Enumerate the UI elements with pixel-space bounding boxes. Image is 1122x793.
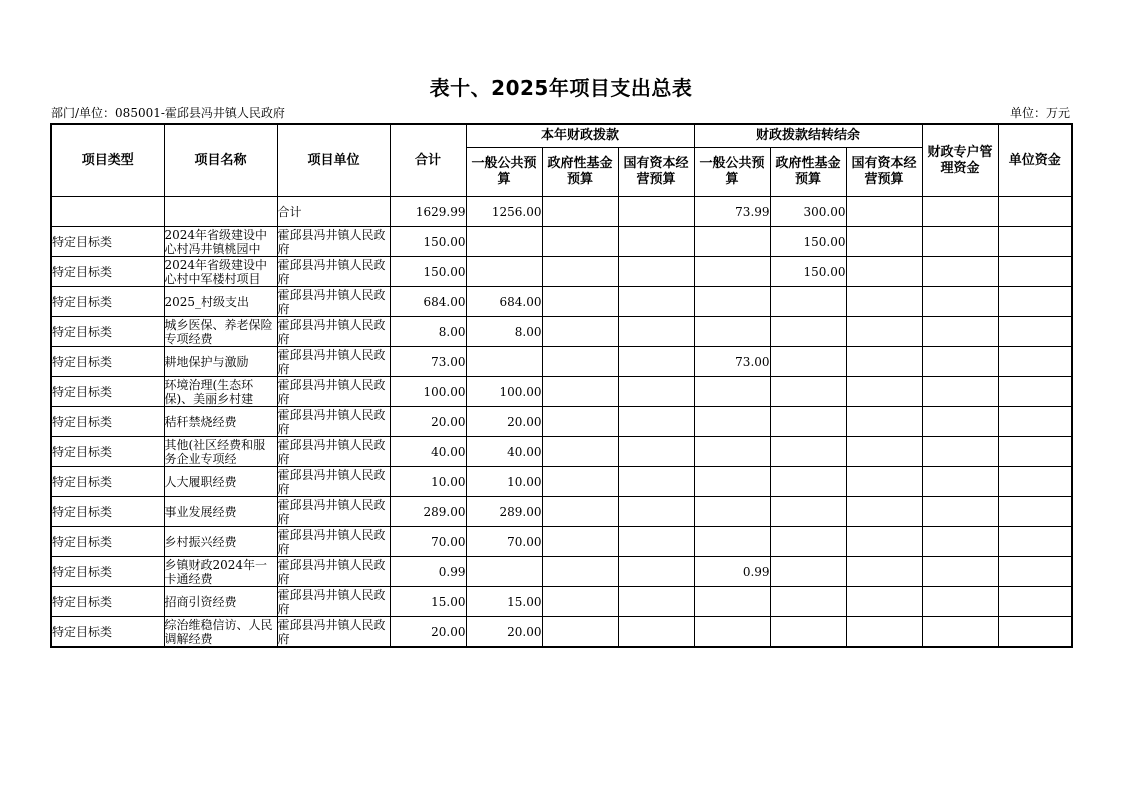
cell-state-capital <box>618 497 694 527</box>
cell-project-unit-text: 霍邱县冯井镇人民政府 <box>277 497 386 526</box>
cell-project-unit-text: 霍邱县冯井镇人民政府 <box>277 257 386 286</box>
cell-carryover-state-capital <box>846 407 922 437</box>
cell-fiscal-special <box>922 377 998 407</box>
header-project-unit: 项目单位 <box>277 124 390 197</box>
cell-project-name-text: 环境治理(生态环保)、美丽乡村建 <box>164 377 254 406</box>
cell-project-name-text: 城乡医保、养老保险专项经费 <box>164 317 273 346</box>
cell-carryover-gov-fund <box>770 377 846 407</box>
cell-project-unit-text: 霍邱县冯井镇人民政府 <box>277 617 386 646</box>
cell-fiscal-special <box>922 587 998 617</box>
cell-general-public <box>466 257 542 287</box>
total-row-fiscal-special <box>922 197 998 227</box>
cell-state-capital <box>618 257 694 287</box>
cell-unit-funds <box>998 497 1072 527</box>
page-title: 表十、2025年项目支出总表 <box>429 76 693 100</box>
header-gov-fund-budget: 政府性基金预算 <box>542 148 618 197</box>
cell-carryover-state-capital <box>846 377 922 407</box>
cell-total: 0.99 <box>390 557 466 587</box>
cell-carryover-gov-fund <box>770 557 846 587</box>
cell-carryover-gov-fund <box>770 617 846 648</box>
cell-project-name <box>164 257 277 287</box>
cell-carryover-general-public <box>694 467 770 497</box>
cell-carryover-general-public: 73.00 <box>694 347 770 377</box>
cell-fiscal-special <box>922 257 998 287</box>
cell-state-capital <box>618 347 694 377</box>
total-row-carryover-general-public: 73.99 <box>694 197 770 227</box>
cell-gov-fund <box>542 347 618 377</box>
cell-project-unit <box>277 317 390 347</box>
cell-general-public: 40.00 <box>466 437 542 467</box>
cell-unit-funds <box>998 377 1072 407</box>
cell-carryover-gov-fund: 150.00 <box>770 257 846 287</box>
cell-project-name <box>164 527 277 557</box>
cell-fiscal-special <box>922 437 998 467</box>
cell-total: 10.00 <box>390 467 466 497</box>
cell-gov-fund <box>542 617 618 648</box>
total-row-carryover-gov-fund: 300.00 <box>770 197 846 227</box>
total-row-label: 合计 <box>277 197 390 227</box>
cell-state-capital <box>618 377 694 407</box>
cell-carryover-general-public <box>694 287 770 317</box>
cell-general-public: 20.00 <box>466 617 542 648</box>
cell-gov-fund <box>542 407 618 437</box>
cell-unit-funds <box>998 557 1072 587</box>
cell-state-capital <box>618 407 694 437</box>
total-row-name <box>164 197 277 227</box>
cell-project-unit <box>277 587 390 617</box>
cell-carryover-state-capital <box>846 587 922 617</box>
cell-project-type: 特定目标类 <box>51 617 164 648</box>
cell-total: 8.00 <box>390 317 466 347</box>
cell-total: 20.00 <box>390 407 466 437</box>
cell-carryover-gov-fund <box>770 347 846 377</box>
table-row <box>51 587 1072 617</box>
cell-state-capital <box>618 527 694 557</box>
table-row <box>51 227 1072 257</box>
cell-project-unit <box>277 227 390 257</box>
cell-total: 20.00 <box>390 617 466 648</box>
cell-project-unit <box>277 407 390 437</box>
cell-unit-funds <box>998 257 1072 287</box>
cell-unit-funds <box>998 437 1072 467</box>
department-label: 部门/单位：085001-霍邱县冯井镇人民政府 <box>51 106 285 120</box>
cell-carryover-general-public <box>694 317 770 347</box>
cell-project-unit <box>277 377 390 407</box>
cell-carryover-gov-fund <box>770 437 846 467</box>
cell-gov-fund <box>542 437 618 467</box>
cell-unit-funds <box>998 227 1072 257</box>
cell-project-unit-text: 霍邱县冯井镇人民政府 <box>277 347 386 376</box>
cell-project-type: 特定目标类 <box>51 377 164 407</box>
total-row-state-capital <box>618 197 694 227</box>
cell-gov-fund <box>542 377 618 407</box>
cell-carryover-general-public <box>694 227 770 257</box>
cell-total: 684.00 <box>390 287 466 317</box>
cell-fiscal-special <box>922 347 998 377</box>
header-group-carryover: 财政拨款结转结余 <box>694 124 922 148</box>
cell-gov-fund <box>542 317 618 347</box>
cell-carryover-gov-fund <box>770 287 846 317</box>
cell-project-name-text: 综治维稳信访、人民调解经费 <box>164 617 273 646</box>
cell-project-unit <box>277 617 390 648</box>
cell-total: 150.00 <box>390 227 466 257</box>
cell-project-name <box>164 377 277 407</box>
cell-total: 15.00 <box>390 587 466 617</box>
cell-state-capital <box>618 617 694 648</box>
cell-general-public: 289.00 <box>466 497 542 527</box>
cell-project-type: 特定目标类 <box>51 467 164 497</box>
cell-state-capital <box>618 557 694 587</box>
cell-project-unit-text: 霍邱县冯井镇人民政府 <box>277 317 386 346</box>
cell-carryover-state-capital <box>846 287 922 317</box>
cell-general-public: 100.00 <box>466 377 542 407</box>
table-row <box>51 557 1072 587</box>
table-row <box>51 257 1072 287</box>
cell-fiscal-special <box>922 407 998 437</box>
cell-project-type: 特定目标类 <box>51 347 164 377</box>
cell-carryover-state-capital <box>846 317 922 347</box>
cell-project-name-text: 耕地保护与激励 <box>164 354 249 369</box>
cell-carryover-state-capital <box>846 557 922 587</box>
cell-carryover-gov-fund <box>770 497 846 527</box>
cell-carryover-general-public <box>694 617 770 648</box>
cell-project-unit-text: 霍邱县冯井镇人民政府 <box>277 467 386 496</box>
cell-general-public: 10.00 <box>466 467 542 497</box>
cell-project-type: 特定目标类 <box>51 287 164 317</box>
cell-project-name <box>164 227 277 257</box>
unit-label: 单位：万元 <box>1009 106 1070 120</box>
cell-fiscal-special <box>922 557 998 587</box>
cell-project-unit-text: 霍邱县冯井镇人民政府 <box>277 527 386 556</box>
cell-unit-funds <box>998 587 1072 617</box>
cell-unit-funds <box>998 347 1072 377</box>
cell-fiscal-special <box>922 527 998 557</box>
cell-project-name <box>164 317 277 347</box>
cell-project-type: 特定目标类 <box>51 557 164 587</box>
table-row <box>51 467 1072 497</box>
cell-project-unit <box>277 437 390 467</box>
cell-fiscal-special <box>922 287 998 317</box>
cell-carryover-state-capital <box>846 497 922 527</box>
cell-project-name <box>164 467 277 497</box>
cell-general-public: 8.00 <box>466 317 542 347</box>
cell-state-capital <box>618 467 694 497</box>
cell-total: 40.00 <box>390 437 466 467</box>
cell-carryover-state-capital <box>846 437 922 467</box>
cell-carryover-gov-fund <box>770 587 846 617</box>
cell-fiscal-special <box>922 227 998 257</box>
cell-project-unit-text: 霍邱县冯井镇人民政府 <box>277 407 386 436</box>
cell-general-public: 20.00 <box>466 407 542 437</box>
table-row <box>51 497 1072 527</box>
cell-unit-funds <box>998 467 1072 497</box>
cell-project-unit-text: 霍邱县冯井镇人民政府 <box>277 587 386 616</box>
cell-carryover-gov-fund: 150.00 <box>770 227 846 257</box>
cell-project-name <box>164 347 277 377</box>
header-carryover-gov-fund-budget: 政府性基金预算 <box>770 148 846 197</box>
cell-project-unit-text: 霍邱县冯井镇人民政府 <box>277 377 386 406</box>
table-row <box>51 317 1072 347</box>
header-project-type: 项目类型 <box>51 124 164 197</box>
cell-total: 289.00 <box>390 497 466 527</box>
cell-total: 150.00 <box>390 257 466 287</box>
cell-project-type: 特定目标类 <box>51 317 164 347</box>
cell-fiscal-special <box>922 497 998 527</box>
cell-carryover-gov-fund <box>770 527 846 557</box>
cell-project-name-text: 2025_村级支出 <box>164 294 250 309</box>
cell-project-type: 特定目标类 <box>51 527 164 557</box>
cell-general-public <box>466 347 542 377</box>
cell-project-type: 特定目标类 <box>51 437 164 467</box>
cell-state-capital <box>618 287 694 317</box>
cell-unit-funds <box>998 527 1072 557</box>
table-row <box>51 347 1072 377</box>
cell-project-unit-text: 霍邱县冯井镇人民政府 <box>277 437 386 466</box>
cell-carryover-state-capital <box>846 617 922 648</box>
header-carryover-general-public-budget: 一般公共预算 <box>694 148 770 197</box>
cell-project-type: 特定目标类 <box>51 257 164 287</box>
header-unit-funds: 单位资金 <box>998 124 1072 197</box>
cell-general-public: 70.00 <box>466 527 542 557</box>
header-group-current-year: 本年财政拨款 <box>466 124 694 148</box>
cell-project-type: 特定目标类 <box>51 587 164 617</box>
cell-gov-fund <box>542 257 618 287</box>
cell-total: 100.00 <box>390 377 466 407</box>
cell-project-name-text: 事业发展经费 <box>164 504 237 519</box>
table-row <box>51 437 1072 467</box>
cell-carryover-general-public <box>694 257 770 287</box>
cell-project-unit <box>277 467 390 497</box>
cell-project-unit-text: 霍邱县冯井镇人民政府 <box>277 557 386 586</box>
header-carryover-state-capital-budget: 国有资本经营预算 <box>846 148 922 197</box>
cell-project-unit <box>277 347 390 377</box>
cell-project-type: 特定目标类 <box>51 497 164 527</box>
cell-general-public <box>466 557 542 587</box>
total-row-general-public: 1256.00 <box>466 197 542 227</box>
table-row <box>51 527 1072 557</box>
cell-fiscal-special <box>922 317 998 347</box>
header-state-capital-budget: 国有资本经营预算 <box>618 148 694 197</box>
cell-project-unit <box>277 527 390 557</box>
total-row-gov-fund <box>542 197 618 227</box>
table-row <box>51 377 1072 407</box>
cell-carryover-state-capital <box>846 527 922 557</box>
cell-project-unit-text: 霍邱县冯井镇人民政府 <box>277 287 386 316</box>
cell-gov-fund <box>542 227 618 257</box>
cell-unit-funds <box>998 287 1072 317</box>
cell-gov-fund <box>542 287 618 317</box>
cell-project-name-text: 乡村振兴经费 <box>164 534 237 549</box>
cell-project-unit-text: 霍邱县冯井镇人民政府 <box>277 227 386 256</box>
header-project-name: 项目名称 <box>164 124 277 197</box>
cell-carryover-state-capital <box>846 257 922 287</box>
cell-carryover-state-capital <box>846 467 922 497</box>
cell-fiscal-special <box>922 467 998 497</box>
cell-total: 73.00 <box>390 347 466 377</box>
cell-project-unit <box>277 257 390 287</box>
cell-carryover-general-public: 0.99 <box>694 557 770 587</box>
total-row-carryover-state-capital <box>846 197 922 227</box>
cell-project-unit <box>277 557 390 587</box>
cell-state-capital <box>618 317 694 347</box>
cell-project-type: 特定目标类 <box>51 227 164 257</box>
total-row-type <box>51 197 164 227</box>
table-row <box>51 617 1072 648</box>
cell-project-name <box>164 587 277 617</box>
cell-unit-funds <box>998 317 1072 347</box>
cell-general-public <box>466 227 542 257</box>
cell-gov-fund <box>542 467 618 497</box>
cell-general-public: 15.00 <box>466 587 542 617</box>
cell-carryover-general-public <box>694 497 770 527</box>
cell-project-name-text: 乡镇财政2024年一卡通经费 <box>164 557 268 586</box>
cell-fiscal-special <box>922 617 998 648</box>
table-row <box>51 287 1072 317</box>
cell-project-unit <box>277 287 390 317</box>
cell-carryover-general-public <box>694 377 770 407</box>
cell-total: 70.00 <box>390 527 466 557</box>
cell-carryover-gov-fund <box>770 467 846 497</box>
project-expenditure-table <box>50 123 1073 648</box>
cell-state-capital <box>618 437 694 467</box>
header-general-public-budget: 一般公共预算 <box>466 148 542 197</box>
cell-project-name-text: 秸秆禁烧经费 <box>164 414 237 429</box>
cell-carryover-state-capital <box>846 227 922 257</box>
cell-gov-fund <box>542 497 618 527</box>
cell-carryover-general-public <box>694 437 770 467</box>
cell-gov-fund <box>542 527 618 557</box>
total-row-unit-funds <box>998 197 1072 227</box>
cell-project-name <box>164 617 277 648</box>
total-row-total: 1629.99 <box>390 197 466 227</box>
cell-project-name-text: 其他(社区经费和服务企业专项经 <box>164 437 266 466</box>
cell-state-capital <box>618 587 694 617</box>
cell-gov-fund <box>542 557 618 587</box>
cell-project-type: 特定目标类 <box>51 407 164 437</box>
cell-carryover-general-public <box>694 527 770 557</box>
cell-project-name <box>164 497 277 527</box>
cell-general-public: 684.00 <box>466 287 542 317</box>
cell-carryover-general-public <box>694 407 770 437</box>
cell-carryover-gov-fund <box>770 317 846 347</box>
cell-project-name-text: 2024年省级建设中心村冯井镇桃园中 <box>164 227 268 256</box>
header-total: 合计 <box>390 124 466 197</box>
table-row <box>51 407 1072 437</box>
cell-project-name <box>164 287 277 317</box>
cell-project-name <box>164 407 277 437</box>
cell-project-name-text: 招商引资经费 <box>164 594 237 609</box>
cell-gov-fund <box>542 587 618 617</box>
cell-unit-funds <box>998 617 1072 648</box>
cell-carryover-state-capital <box>846 347 922 377</box>
cell-project-name <box>164 557 277 587</box>
cell-project-name <box>164 437 277 467</box>
cell-project-name-text: 2024年省级建设中心村中军楼村项目 <box>164 257 268 286</box>
cell-carryover-general-public <box>694 587 770 617</box>
cell-state-capital <box>618 227 694 257</box>
header-fiscal-special-account: 财政专户管理资金 <box>922 124 998 197</box>
cell-carryover-gov-fund <box>770 407 846 437</box>
total-row <box>51 197 1072 227</box>
cell-project-name-text: 人大履职经费 <box>164 474 237 489</box>
cell-unit-funds <box>998 407 1072 437</box>
cell-project-unit <box>277 497 390 527</box>
